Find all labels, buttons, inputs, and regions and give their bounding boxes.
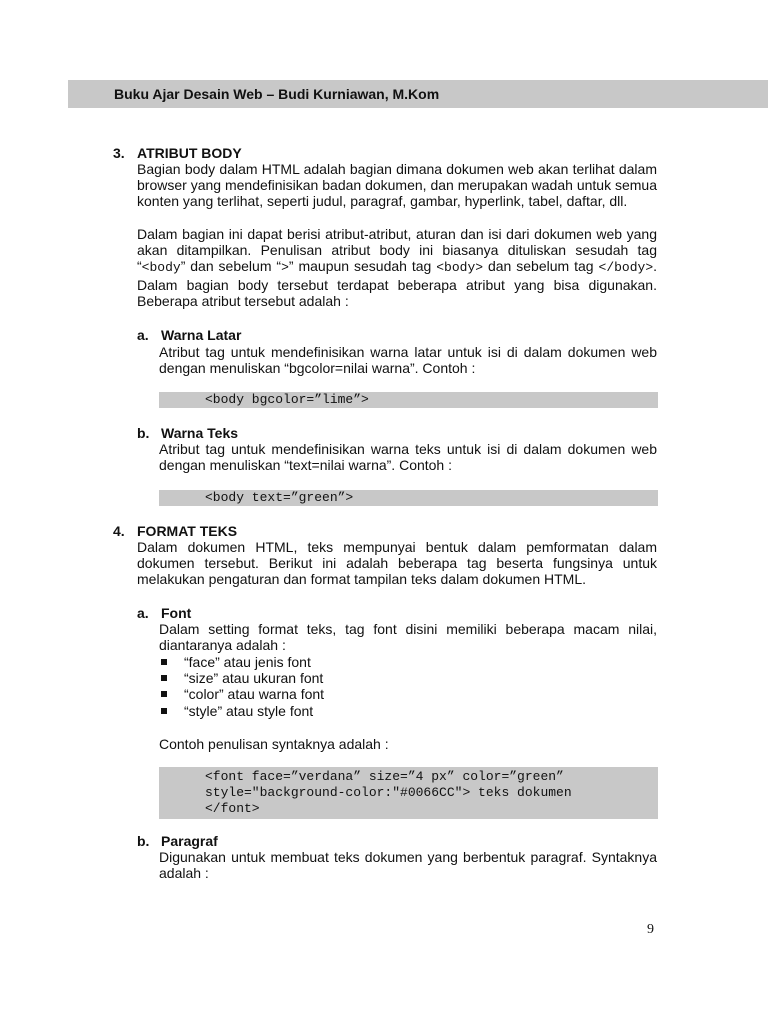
section-3-paragraph-2-text-e: . Dalam bagian body tersebut terdapat beberapa atribut yang bisa digunakan. Beberapa atribut tersebut adalah : [137,258,658,309]
list-item [159,686,324,702]
code-example-text-color [159,490,658,506]
code-inline-body-tag: <body> [436,260,484,276]
code-line: style="background-color:"#0066CC"> teks dokumen [205,785,572,800]
header-title: Buku Ajar Desain Web – Budi Kurniawan, M.Kom [114,86,440,102]
subsection-3b-title: Warna Teks [161,425,239,441]
subsection-4b-letter: b. [137,833,150,849]
subsection-4a-text: Dalam setting format teks, tag font disini memiliki beberapa macam nilai, diantaranya adalah : [159,621,657,654]
code-example-bgcolor [159,392,658,408]
section-3-title: ATRIBUT BODY [137,145,242,161]
section-4-paragraph-1: Dalam dokumen HTML, teks mempunyai bentuk dalam pemformatan dalam dokumen tersebut. Berikut ini adalah beberapa tag beserta fungsinya untuk melakukan pengaturan dan format tampilan teks dalam dokumen HTML. [137,539,657,588]
section-4-number: 4. [113,523,125,539]
subsection-3b-letter: b. [137,425,150,441]
subsection-3b-text: Atribut tag untuk mendefinisikan warna teks untuk isi di dalam dokumen web dengan menuliskan “text=nilai warna”. Contoh : [159,441,657,474]
section-3-paragraph-1: Bagian body dalam HTML adalah bagian dimana dokumen web akan terlihat dalam browser yang mendefinisikan badan dokumen, dan merupakan wadah untuk semua konten yang terlihat, seperti judul, paragraf, gambar, hyperlink, tabel, daftar, dll. [137,161,657,210]
code-line: <font face=”verdana” size=”4 px” color=”green” [205,769,564,784]
section-3-paragraph-2-text-a: Dalam bagian ini dapat berisi atribut-atribut, aturan dan isi dari dokumen web yang akan ditampilkan. Penulisan atribut body ini biasanya dituliskan sesudah tag “ [137,226,657,275]
code-example-font [159,767,658,819]
list-item-text: “size” atau ukuran font [184,670,324,687]
subsection-4b-text: Digunakan untuk membuat teks dokumen yang berbentuk paragraf. Syntaknya adalah : [159,849,657,882]
page-number: 9 [647,922,654,937]
section-3-paragraph-2 [137,226,657,309]
list-item [159,670,324,686]
square-bullet-icon [161,708,167,714]
code-inline-body-close: </body> [598,260,654,276]
subsection-4b-title: Paragraf [161,833,218,849]
code-line: <body bgcolor=”lime”> [205,392,369,407]
subsection-3a-text: Atribut tag untuk mendefinisikan warna latar untuk isi di dalam dokumen web dengan menuliskan “bgcolor=nilai warna”. Contoh : [159,344,657,377]
section-3-paragraph-2-text-d: dan sebelum tag [483,258,599,275]
code-inline-body-open: <body [141,260,181,276]
font-attribute-list [159,654,324,719]
section-3-paragraph-2-text-c: ” maupun sesudah tag [288,258,437,275]
subsection-4a-letter: a. [137,605,149,621]
list-item-text: “style” atau style font [184,702,314,719]
square-bullet-icon [161,675,167,681]
list-item-text: “color” atau warna font [184,686,325,703]
section-3-number: 3. [113,145,125,161]
square-bullet-icon [161,691,167,697]
section-3-paragraph-2-text-b: ” dan sebelum “ [180,258,282,275]
list-item [159,703,324,719]
subsection-3a-title: Warna Latar [161,327,242,343]
list-item-text: “face” atau jenis font [184,654,311,670]
code-line: <body text=”green”> [205,490,354,505]
list-item [159,654,324,670]
code-line: </font> [205,801,260,816]
code-inline-gt: > [281,260,289,276]
page-header-bar [68,80,768,108]
subsection-3a-letter: a. [137,327,149,343]
subsection-4a-example-intro: Contoh penulisan syntaknya adalah : [159,736,389,752]
square-bullet-icon [161,659,167,665]
subsection-4a-title: Font [161,605,192,621]
section-4-title: FORMAT TEKS [137,523,238,539]
